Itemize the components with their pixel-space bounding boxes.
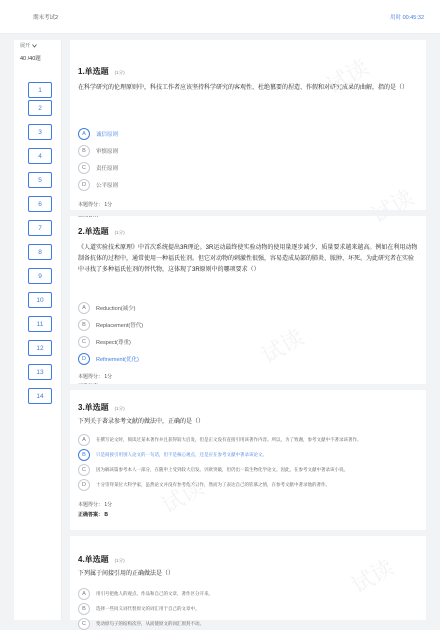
option-text: 诚信原则	[96, 132, 119, 138]
option-letter: D	[78, 479, 90, 491]
question-points: (1分)	[114, 406, 125, 411]
option-text: Refinement(优化)	[96, 357, 139, 363]
question-divider	[70, 210, 426, 216]
option-text: 责任原则	[96, 166, 119, 172]
option-text: 审慎原则	[96, 149, 119, 155]
question-nav-button[interactable]: 5	[28, 172, 52, 188]
option-letter: B	[78, 449, 90, 461]
question-divider	[70, 384, 426, 390]
question-divider	[70, 530, 426, 536]
option-text: Reduction(减少)	[96, 306, 136, 312]
collapse-toggle[interactable]	[20, 42, 37, 49]
question-title: 4.单选题	[78, 555, 109, 564]
option-c[interactable]	[78, 618, 204, 630]
question-card	[78, 554, 418, 627]
watermark: 试读	[157, 474, 208, 519]
option-a[interactable]	[78, 302, 135, 314]
question-list	[70, 40, 426, 627]
option-a[interactable]	[78, 128, 118, 140]
answer-label: 正确答案：	[78, 512, 104, 518]
option-letter: C	[78, 162, 90, 174]
question-nav-button[interactable]: 3	[28, 124, 52, 140]
question-nav-button[interactable]: 2	[28, 100, 52, 116]
option-letter: B	[78, 319, 90, 331]
watermark: 试读	[367, 184, 418, 229]
question-stem: 下列关于著录参考文献的做法中，正确的是（）	[78, 419, 205, 425]
option-b[interactable]	[78, 145, 118, 157]
score-line: 本题得分： 1分	[78, 202, 113, 208]
option-letter: D	[78, 353, 90, 365]
option-letter: A	[78, 128, 90, 140]
option-text: 用引号把他人的观点、作品和自己的文章，著作区分开来。	[96, 591, 213, 596]
chevron-down-icon	[32, 44, 37, 48]
option-b[interactable]	[78, 603, 200, 615]
question-points: (1分)	[114, 70, 125, 75]
question-nav-button[interactable]: 4	[28, 148, 52, 164]
option-b[interactable]	[78, 449, 267, 461]
option-d[interactable]	[78, 353, 139, 365]
option-c[interactable]	[78, 162, 118, 174]
exam-timer: 用时 00:45:32	[390, 15, 424, 21]
question-count: 40 /40题	[20, 56, 41, 62]
option-a[interactable]	[78, 588, 213, 600]
option-text: 因为稿该篇参考本人一部分，在随申上受到较大启发。贝欧突破，但仍出一篇生物化学论文。因此，在参考文献中著录该小说。	[96, 467, 348, 472]
option-letter: B	[78, 145, 90, 157]
watermark: 试读	[257, 324, 308, 369]
option-c[interactable]	[78, 464, 348, 476]
option-b[interactable]	[78, 319, 143, 331]
option-letter: A	[78, 588, 90, 600]
question-stem: 下列属于间接引用的正确做法是（）	[78, 571, 175, 577]
question-nav-button[interactable]: 1	[28, 82, 52, 98]
question-title: 2.单选题	[78, 227, 109, 236]
option-text: Respect(尊重)	[96, 340, 131, 346]
question-title: 1.单选题	[78, 67, 109, 76]
exam-title: 期末考试2	[33, 15, 59, 21]
question-title: 3.单选题	[78, 403, 109, 412]
option-d[interactable]	[78, 179, 118, 191]
option-text: 选择一些同义词代替原文的词汇用于自己的文章中。	[96, 606, 200, 611]
score-block	[78, 500, 112, 520]
option-text: Replacement(替代)	[96, 323, 144, 329]
top-bar	[0, 0, 440, 34]
option-letter: B	[78, 603, 90, 615]
option-c[interactable]	[78, 336, 131, 348]
option-text: 十分崇拜某位大科学家，虽然论文并没有参考他的著作，然而为了表达自己的钦慕之情，在参考文献中著录他的著作。	[96, 482, 330, 487]
question-nav-button[interactable]: 12	[28, 340, 52, 356]
option-letter: C	[78, 618, 90, 630]
option-text: 只是间接引用别人论文的一句话，但不是核心观点，还是应在参考文献中著录该论文。	[96, 452, 267, 457]
option-letter: D	[78, 179, 90, 191]
question-nav-button[interactable]: 14	[28, 388, 52, 404]
option-letter: A	[78, 302, 90, 314]
watermark: 试读	[347, 554, 398, 599]
watermark: 试读	[322, 54, 373, 99]
question-points: (1分)	[114, 230, 125, 235]
option-d[interactable]	[78, 479, 330, 491]
question-nav-button[interactable]: 10	[28, 292, 52, 308]
collapse-label: 展开	[20, 43, 31, 49]
option-text: 公平原则	[96, 183, 119, 189]
option-a[interactable]	[78, 434, 418, 446]
question-stem: 《人道实验技术原理》中首次系统提出3R理论。3R运动最终使实验动物的使用量逐步减少、质量要求越来越高。例如在利用动物制备抗体的过程中，通常使用一种福氏佐剂。但它对动物的刺激性很强，容易造成局部的肺炎、脓肿、坏死。为此研究者在实验中寻找了多种福氏佐剂的替代物，这体现了3R原则中的哪项要求（）	[78, 245, 418, 273]
option-letter: C	[78, 336, 90, 348]
option-text: 变动原句子的结构次序，从而使原文的词汇原封不动。	[96, 621, 204, 626]
question-navigator	[14, 40, 62, 620]
question-nav-button[interactable]: 6	[28, 196, 52, 212]
score-line: 本题得分： 1分	[78, 374, 113, 380]
question-nav-button[interactable]: 13	[28, 364, 52, 380]
score-line: 本题得分： 1分	[78, 502, 113, 508]
option-letter: A	[78, 434, 90, 446]
question-nav-button[interactable]: 7	[28, 220, 52, 236]
option-letter: C	[78, 464, 90, 476]
option-text: 在撰写论文时，阅读过某本著作并且获得较大启发，但是正文没有直接引用该著作内容。所以，为了致谢，参考文献中不著录该著作。	[96, 437, 362, 442]
question-points: (1分)	[114, 558, 125, 563]
correct-answer: B	[104, 512, 109, 518]
question-nav-button[interactable]: 11	[28, 316, 52, 332]
question-stem: 在科学研究的伦理原则中，科技工作者应该坚持科学研究的客观性、杜绝篡要的捏造、作假和对研究成果的曲解，指的是（）	[78, 85, 409, 91]
question-nav-button[interactable]: 9	[28, 268, 52, 284]
question-nav-button[interactable]: 8	[28, 244, 52, 260]
